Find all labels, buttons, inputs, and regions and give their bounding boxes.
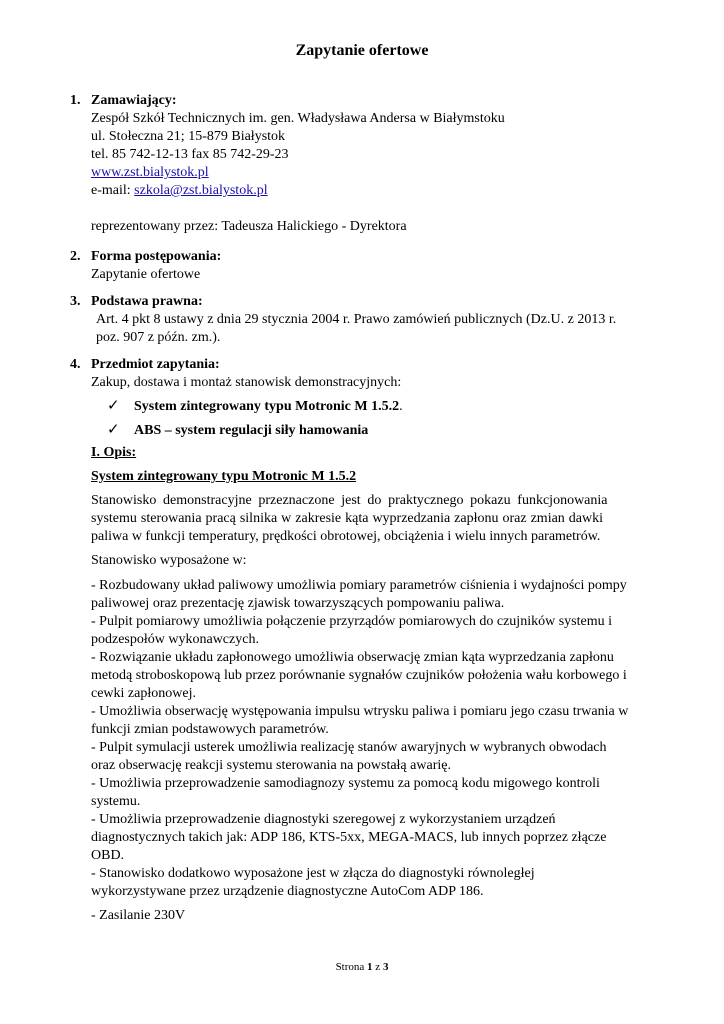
item-label: System zintegrowany typu Motronic M 1.5.2 [134,399,400,414]
equipment-line: oraz obserwację reakcji systemu sterowania na powstałą awarię. [91,758,451,773]
equipment-line: - Umożliwia przeprowadzenie diagnostyki szeregowej z wykorzystaniem urządzeń [91,812,556,827]
equipment-line: - Stanowisko dodatkowo wyposażone jest w złącza do diagnostyki równoległej [91,866,535,881]
page-title: Zapytanie ofertowe [295,42,429,59]
section-number: 2. [70,249,81,264]
equipment-line: wykorzystywane przez urządzenie diagnostyczne AutoCom ADP 186. [91,884,484,899]
paragraph-line: Stanowisko demonstracyjne przeznaczone jest do praktycznego pokazu funkcjonowania [91,493,608,508]
legal-basis-line-2: poz. 907 z późn. zm.). [96,330,221,345]
list-item [91,422,651,446]
section-number: 1. [70,93,81,108]
equipment-line: cewki zapłonowej. [91,686,196,701]
section-number: 3. [70,294,81,309]
section-heading: Podstawa prawna: [91,294,203,309]
equipment-line: - Rozbudowany układ paliwowy umożliwia pomiary parametrów ciśnienia i wydajności pompy [91,578,627,593]
checkmark-icon: ✓ [107,398,120,414]
equipment-line: - Umożliwia przeprowadzenie samodiagnozy systemu za pomocą kodu migowego kontroli [91,776,600,791]
description-subheading: System zintegrowany typu Motronic M 1.5.2 [91,469,357,484]
legal-basis-line-1: Art. 4 pkt 8 ustawy z dnia 29 stycznia 2004 r. Prawo zamówień publicznych (Dz.U. z 2013 r. [96,312,617,327]
equipment-line: funkcji zmian podstawowych parametrów. [91,722,329,737]
email-label: e-mail: [91,183,135,198]
equipment-line: - Rozwiązanie układu zapłonowego umożliwia obserwację zmian kąta wyprzedzania zapłonu [91,650,614,665]
description-paragraph [91,492,657,546]
website-link[interactable]: www.zst.bialystok.pl [91,165,209,180]
section-heading: Zamawiający: [91,93,177,108]
section-heading: Forma postępowania: [91,249,222,264]
equipment-line: OBD. [91,848,125,863]
equipment-line: podzespołów wykonawczych. [91,632,259,647]
orderer-name: Zespół Szkół Technicznych im. gen. Władysława Andersa w Białymstoku [91,111,505,126]
paragraph-line: systemu sterowania pracą silnika w zakresie kąta wyprzedzania zapłonu oraz zmian dawki [91,511,604,526]
equipment-line: diagnostycznych takich jak: ADP 186, KTS-5xx, MEGA-MACS, lub innych poprzez złącze [91,830,607,845]
equipped-intro: Stanowisko wyposażone w: [91,553,247,568]
section-number: 4. [70,357,81,372]
email-link[interactable]: szkola@zst.bialystok.pl [134,183,268,198]
footer-prefix: Strona [335,961,368,973]
equipment-line: - Pulpit pomiarowy umożliwia połączenie przyrządów pomiarowych do czujników systemu i [91,614,612,629]
section-text: Zakup, dostawa i montaż stanowisk demonstracyjnych: [91,375,402,390]
footer-page-number: 1 [367,961,373,973]
represented-by: reprezentowany przez: Tadeusza Halickiego - Dyrektora [91,219,407,234]
equipment-line: paliwowej oraz prezentację zjawisk towarzyszących pompowaniu paliwa. [91,596,505,611]
equipment-line: metodą stroboskopową lub przez porównanie sygnałów czujników położenia wału korbowego i [91,668,627,683]
item-suffix: . [399,399,403,414]
page-footer [0,958,724,976]
footer-mid: z [372,961,383,973]
orderer-phone: tel. 85 742-12-13 fax 85 742-29-23 [91,147,289,162]
section-text: Zapytanie ofertowe [91,267,201,282]
power-supply: - Zasilanie 230V [91,908,186,923]
section-heading: Przedmiot zapytania: [91,357,220,372]
items-list [91,398,651,446]
equipment-line: - Umożliwia obserwację występowania impulsu wtrysku paliwa i pomiaru jego czasu trwania w [91,704,629,719]
checkmark-icon: ✓ [107,422,120,438]
footer-page-total: 3 [382,961,389,973]
equipment-line: systemu. [91,794,141,809]
paragraph-line: paliwa w funkcji temperatury, prędkości obrotowej, obciążenia i wielu innych parametrów. [91,529,601,544]
equipment-list [91,577,657,901]
list-item [91,398,651,422]
item-label: ABS – system regulacji siły hamowania [134,423,369,438]
description-heading: I. Opis: [91,445,137,460]
description-section [91,444,657,925]
orderer-address: ul. Stołeczna 21; 15-879 Białystok [91,129,286,144]
equipment-line: - Pulpit symulacji usterek umożliwia realizację stanów awaryjnych w wybranych obwodach [91,740,607,755]
